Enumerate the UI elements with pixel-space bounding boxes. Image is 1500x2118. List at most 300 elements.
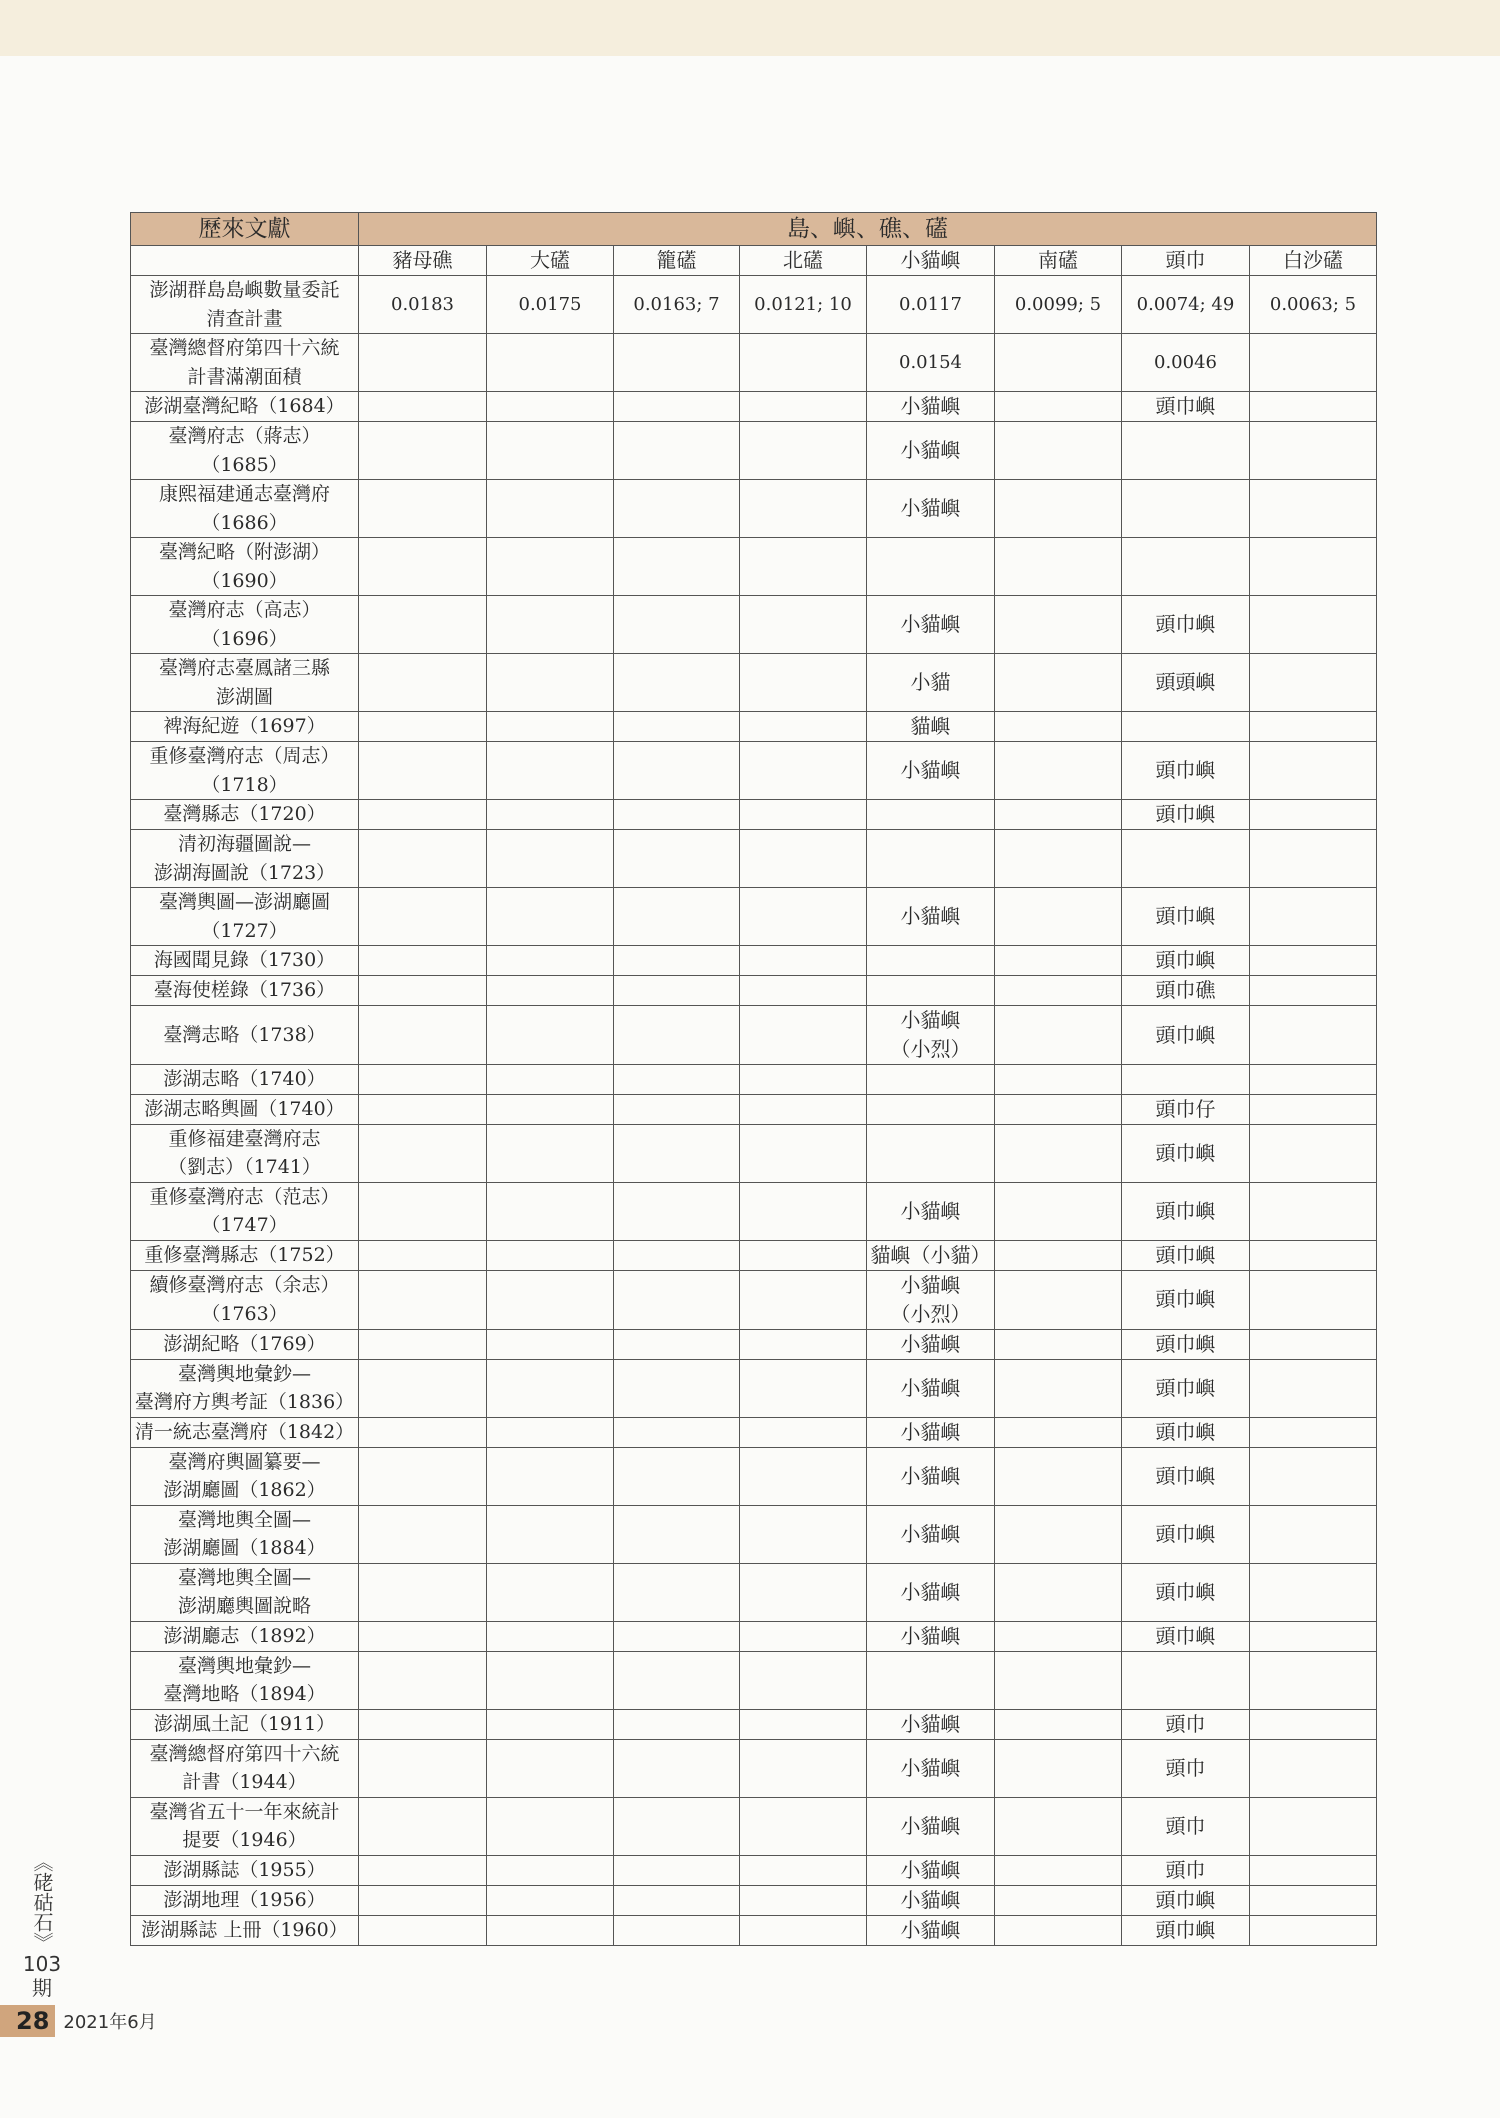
table-cell: 小貓嶼 (867, 1182, 995, 1240)
table-cell (614, 596, 740, 654)
table-cell: 頭巾嶼 (1122, 742, 1250, 800)
source-cell: 臺灣紀略（附澎湖） （1690） (131, 538, 359, 596)
table-cell (995, 538, 1122, 596)
table-row (131, 276, 1377, 334)
source-cell: 臺灣輿地彙鈔— 臺灣府方輿考証（1836） (131, 1359, 359, 1417)
table-row (131, 1065, 1377, 1095)
source-cell: 重修臺灣府志（范志） （1747） (131, 1182, 359, 1240)
table-cell: 小貓嶼 (867, 1505, 995, 1563)
table-cell (614, 1739, 740, 1797)
table-cell (995, 654, 1122, 712)
table-cell (995, 1006, 1122, 1065)
table-cell: 小貓嶼 (867, 888, 995, 946)
source-cell: 臺灣府志臺鳳諸三縣 澎湖圖 (131, 654, 359, 712)
table-cell (995, 1094, 1122, 1124)
source-cell: 澎湖廳志（1892） (131, 1621, 359, 1651)
table-cell (740, 946, 867, 976)
table-cell: 頭巾嶼 (1122, 1417, 1250, 1447)
table-cell (995, 1182, 1122, 1240)
table-cell (995, 1359, 1122, 1417)
table-cell: 小貓嶼 (867, 742, 995, 800)
table-cell (995, 422, 1122, 480)
table-cell: 0.0175 (487, 276, 614, 334)
table-cell (995, 830, 1122, 888)
table-cell (1122, 1065, 1250, 1095)
table-cell (1250, 742, 1377, 800)
table-cell: 頭巾嶼 (1122, 1270, 1250, 1329)
table-cell (1122, 422, 1250, 480)
source-cell: 臺灣地輿全圖— 澎湖廳圖（1884） (131, 1505, 359, 1563)
table-cell (614, 976, 740, 1006)
table-cell (359, 1621, 487, 1651)
table-cell (740, 1563, 867, 1621)
table-cell (359, 946, 487, 976)
table-cell (487, 1329, 614, 1359)
table-cell: 0.0117 (867, 276, 995, 334)
table-cell (740, 712, 867, 742)
table-cell (1250, 830, 1377, 888)
table-cell (995, 480, 1122, 538)
table-cell (1250, 1359, 1377, 1417)
table-cell (1250, 334, 1377, 392)
table-cell (995, 976, 1122, 1006)
table-cell (614, 1447, 740, 1505)
table-cell (487, 800, 614, 830)
table-cell (614, 800, 740, 830)
source-cell: 臺灣輿圖—澎湖廳圖 （1727） (131, 888, 359, 946)
table-cell (359, 422, 487, 480)
table-cell (487, 742, 614, 800)
table-cell (359, 712, 487, 742)
table-cell (867, 830, 995, 888)
table-cell (1250, 1885, 1377, 1915)
table-cell (740, 1621, 867, 1651)
table-cell: 小貓嶼 (867, 480, 995, 538)
table-cell (487, 946, 614, 976)
source-cell: 臺灣地輿全圖— 澎湖廳輿圖說略 (131, 1563, 359, 1621)
table-cell (1250, 1651, 1377, 1709)
table-row (131, 596, 1377, 654)
table-cell (359, 1124, 487, 1182)
publication-date: 2021年6月 (63, 2012, 157, 2033)
table-cell (995, 1505, 1122, 1563)
table-cell (359, 654, 487, 712)
source-cell: 清初海疆圖說— 澎湖海圖說（1723） (131, 830, 359, 888)
source-cell: 臺灣志略（1738） (131, 1006, 359, 1065)
table-cell (740, 1124, 867, 1182)
table-cell (1250, 800, 1377, 830)
source-cell: 臺灣府志（蔣志） （1685） (131, 422, 359, 480)
table-row (131, 334, 1377, 392)
table-cell (740, 1182, 867, 1240)
column-header: 豬母礁 (359, 246, 487, 276)
table-row (131, 1915, 1377, 1945)
table-cell (614, 1709, 740, 1739)
table-cell (614, 654, 740, 712)
table-cell (995, 1739, 1122, 1797)
table-cell (1250, 1709, 1377, 1739)
table-cell (740, 976, 867, 1006)
table-cell: 頭巾 (1122, 1709, 1250, 1739)
table-cell: 小貓嶼 (867, 1447, 995, 1505)
table-cell (614, 1065, 740, 1095)
header-row-group (131, 213, 1377, 246)
table-cell (487, 1417, 614, 1447)
table-cell: 小貓嶼 (867, 1797, 995, 1855)
table-row (131, 1417, 1377, 1447)
header-island-group: 島、嶼、礁、礚 (359, 213, 1377, 246)
table-cell: 頭巾嶼 (1122, 1885, 1250, 1915)
table-cell: 小貓嶼 (867, 1739, 995, 1797)
table-cell (995, 1270, 1122, 1329)
table-cell (487, 392, 614, 422)
table-cell (740, 1505, 867, 1563)
table-cell (1250, 1094, 1377, 1124)
column-header: 頭巾 (1122, 246, 1250, 276)
table-cell (487, 1855, 614, 1885)
column-header: 白沙礚 (1250, 246, 1377, 276)
table-row (131, 1621, 1377, 1651)
table-row (131, 1329, 1377, 1359)
table-cell: 小貓嶼 (867, 596, 995, 654)
table-cell (1250, 1563, 1377, 1621)
table-cell: 0.0063; 5 (1250, 276, 1377, 334)
table-cell (487, 1739, 614, 1797)
table-cell (359, 1709, 487, 1739)
table-cell (359, 742, 487, 800)
table-cell (740, 1006, 867, 1065)
table-cell (614, 422, 740, 480)
source-cell: 海國聞見錄（1730） (131, 946, 359, 976)
table-cell (487, 830, 614, 888)
table-cell: 頭巾嶼 (1122, 1621, 1250, 1651)
table-cell (487, 1885, 614, 1915)
table-cell (359, 1915, 487, 1945)
table-cell: 貓嶼 (867, 712, 995, 742)
table-cell: 頭巾嶼 (1122, 1006, 1250, 1065)
source-cell: 澎湖群島島嶼數量委託 清查計畫 (131, 276, 359, 334)
table-cell (614, 392, 740, 422)
table-cell (740, 538, 867, 596)
table-cell: 貓嶼（小貓） (867, 1240, 995, 1270)
table-row (131, 1359, 1377, 1417)
table-cell: 頭巾嶼 (1122, 1563, 1250, 1621)
table-row (131, 1006, 1377, 1065)
table-cell (1250, 1182, 1377, 1240)
source-cell: 澎湖縣誌 上冊（1960） (131, 1915, 359, 1945)
table-cell (1250, 596, 1377, 654)
table-cell (359, 1417, 487, 1447)
table-cell (614, 1915, 740, 1945)
table-cell (359, 538, 487, 596)
table-cell (1250, 946, 1377, 976)
table-cell (995, 712, 1122, 742)
table-cell (1122, 1651, 1250, 1709)
table-cell (359, 596, 487, 654)
table-cell (1250, 1621, 1377, 1651)
top-band (0, 0, 1500, 56)
table-cell (614, 1417, 740, 1447)
table-row (131, 538, 1377, 596)
table-cell (614, 334, 740, 392)
table-cell (1250, 1065, 1377, 1095)
table-cell (740, 1709, 867, 1739)
table-cell (359, 1270, 487, 1329)
source-cell: 臺海使槎錄（1736） (131, 976, 359, 1006)
table-cell (995, 888, 1122, 946)
table-cell (867, 1065, 995, 1095)
table-row (131, 422, 1377, 480)
table-cell: 頭巾嶼 (1122, 1329, 1250, 1359)
table-cell (359, 1094, 487, 1124)
table-cell (487, 888, 614, 946)
table-cell (867, 1094, 995, 1124)
table-cell (614, 712, 740, 742)
table-cell (487, 422, 614, 480)
table-cell (1250, 1505, 1377, 1563)
source-cell: 澎湖地理（1956） (131, 1885, 359, 1915)
table-row (131, 1651, 1377, 1709)
table-row (131, 976, 1377, 1006)
source-cell: 續修臺灣府志（余志） （1763） (131, 1270, 359, 1329)
table-cell (740, 654, 867, 712)
table-cell (614, 830, 740, 888)
table-row (131, 1885, 1377, 1915)
table-cell (1250, 1417, 1377, 1447)
table-cell (359, 1563, 487, 1621)
table-cell (740, 1447, 867, 1505)
table-cell: 0.0074; 49 (1122, 276, 1250, 334)
source-cell: 澎湖風土記（1911） (131, 1709, 359, 1739)
table-cell (740, 1651, 867, 1709)
table-cell (740, 1359, 867, 1417)
table-cell (487, 538, 614, 596)
page-footer (0, 2005, 157, 2037)
source-cell: 臺灣府輿圖纂要— 澎湖廳圖（1862） (131, 1447, 359, 1505)
table-cell: 0.0099; 5 (995, 276, 1122, 334)
table-cell (487, 976, 614, 1006)
table-cell (995, 334, 1122, 392)
table-cell (359, 334, 487, 392)
table-cell (995, 1417, 1122, 1447)
table-cell (740, 596, 867, 654)
table-cell (995, 1915, 1122, 1945)
table-row (131, 1182, 1377, 1240)
table-row (131, 392, 1377, 422)
table-row (131, 1563, 1377, 1621)
table-row (131, 480, 1377, 538)
table-cell: 頭巾嶼 (1122, 1915, 1250, 1945)
table-cell (995, 1709, 1122, 1739)
table-cell (614, 1240, 740, 1270)
table-cell (867, 538, 995, 596)
table-cell: 頭巾嶼 (1122, 1447, 1250, 1505)
table-cell (359, 830, 487, 888)
source-cell: 澎湖縣誌（1955） (131, 1855, 359, 1885)
header-source-blank (131, 246, 359, 276)
table-cell: 頭巾 (1122, 1855, 1250, 1885)
table-cell: 0.0163; 7 (614, 276, 740, 334)
source-cell: 澎湖志略輿圖（1740） (131, 1094, 359, 1124)
table-cell (614, 946, 740, 976)
table-row (131, 654, 1377, 712)
column-header: 大礚 (487, 246, 614, 276)
table-cell (487, 1359, 614, 1417)
table-cell: 小貓 (867, 654, 995, 712)
table-cell (359, 480, 487, 538)
source-cell: 臺灣總督府第四十六統 計書滿潮面積 (131, 334, 359, 392)
table-cell (614, 1270, 740, 1329)
table-cell (740, 1797, 867, 1855)
table-cell (1250, 1855, 1377, 1885)
page-number: 28 (0, 2005, 55, 2037)
table-cell (867, 1651, 995, 1709)
source-cell: 重修福建臺灣府志 （劉志）（1741） (131, 1124, 359, 1182)
table-row (131, 1709, 1377, 1739)
table-cell (740, 1329, 867, 1359)
table-cell (359, 800, 487, 830)
table-cell (487, 1563, 614, 1621)
table-cell (359, 1182, 487, 1240)
source-cell: 澎湖臺灣紀略（1684） (131, 392, 359, 422)
table-cell (614, 1329, 740, 1359)
table-cell: 小貓嶼 (867, 1621, 995, 1651)
table-cell: 頭巾嶼 (1122, 1124, 1250, 1182)
table-cell (487, 480, 614, 538)
table-cell (740, 1915, 867, 1945)
table-cell (867, 1124, 995, 1182)
table-cell (487, 1270, 614, 1329)
table-cell: 頭巾嶼 (1122, 888, 1250, 946)
issue-number: 103 (22, 1952, 62, 1976)
table-cell (487, 1797, 614, 1855)
table-cell (740, 1739, 867, 1797)
table-cell (614, 1563, 740, 1621)
table-cell (740, 1885, 867, 1915)
table-cell (614, 1855, 740, 1885)
table-cell: 頭巾嶼 (1122, 946, 1250, 976)
table-row (131, 830, 1377, 888)
table-cell: 頭巾嶼 (1122, 1505, 1250, 1563)
table-cell: 小貓嶼 （小烈） (867, 1006, 995, 1065)
table-cell (995, 946, 1122, 976)
table-cell (995, 742, 1122, 800)
table-cell (359, 888, 487, 946)
source-cell: 臺灣省五十一年來統計 提要（1946） (131, 1797, 359, 1855)
table-row (131, 742, 1377, 800)
table-cell: 小貓嶼 (867, 1709, 995, 1739)
table-cell (1250, 538, 1377, 596)
table-cell (1122, 538, 1250, 596)
source-cell: 康熙福建通志臺灣府 （1686） (131, 480, 359, 538)
table-cell (740, 742, 867, 800)
table-cell (359, 1739, 487, 1797)
table-cell (1250, 888, 1377, 946)
source-cell: 澎湖志略（1740） (131, 1065, 359, 1095)
source-cell: 臺灣府志（高志） （1696） (131, 596, 359, 654)
table-cell (614, 1621, 740, 1651)
table-cell (740, 392, 867, 422)
table-cell: 0.0121; 10 (740, 276, 867, 334)
table-cell (740, 1855, 867, 1885)
column-header: 北礚 (740, 246, 867, 276)
table-cell: 小貓嶼 (867, 1417, 995, 1447)
header-source: 歷來文獻 (131, 213, 359, 246)
table-cell (614, 480, 740, 538)
source-cell: 重修臺灣縣志（1752） (131, 1240, 359, 1270)
table-row (131, 1855, 1377, 1885)
source-cell: 臺灣總督府第四十六統 計書（1944） (131, 1739, 359, 1797)
table-cell (614, 1797, 740, 1855)
table-cell (359, 392, 487, 422)
table-cell: 小貓嶼 (867, 1359, 995, 1417)
table-row (131, 888, 1377, 946)
source-cell: 清一統志臺灣府（1842） (131, 1417, 359, 1447)
table-cell: 頭巾嶼 (1122, 1182, 1250, 1240)
table-cell (1250, 1124, 1377, 1182)
table-cell (487, 1182, 614, 1240)
table-cell (1250, 654, 1377, 712)
column-header: 南礚 (995, 246, 1122, 276)
table-cell: 頭巾嶼 (1122, 800, 1250, 830)
table-cell (487, 1124, 614, 1182)
table-cell (867, 976, 995, 1006)
table-cell (1250, 976, 1377, 1006)
table-cell: 小貓嶼 (867, 1915, 995, 1945)
table-cell (487, 334, 614, 392)
table-cell (487, 1065, 614, 1095)
table-cell: 小貓嶼 (867, 1855, 995, 1885)
table-cell: 頭巾仔 (1122, 1094, 1250, 1124)
table-cell (1250, 392, 1377, 422)
table-cell (359, 1329, 487, 1359)
table-cell (740, 888, 867, 946)
table-cell (487, 654, 614, 712)
table-cell (740, 334, 867, 392)
table-cell (995, 1329, 1122, 1359)
source-cell: 臺灣輿地彙鈔— 臺灣地略（1894） (131, 1651, 359, 1709)
journal-title: 《硓𥑮石》 (30, 1852, 54, 1952)
table-cell: 小貓嶼 (867, 392, 995, 422)
table-cell: 0.0183 (359, 276, 487, 334)
table-cell (487, 596, 614, 654)
source-cell: 重修臺灣府志（周志） （1718） (131, 742, 359, 800)
issue-unit: 期 (32, 1976, 52, 2000)
table-cell: 小貓嶼 (867, 1885, 995, 1915)
table-cell (487, 1915, 614, 1945)
table-cell: 0.0154 (867, 334, 995, 392)
table-row (131, 1797, 1377, 1855)
table-cell (614, 1182, 740, 1240)
table-cell (1250, 1240, 1377, 1270)
table-row (131, 1739, 1377, 1797)
table-cell: 頭巾嶼 (1122, 392, 1250, 422)
table-cell (1122, 830, 1250, 888)
table-cell (487, 1447, 614, 1505)
table-cell (359, 1885, 487, 1915)
table-cell (867, 946, 995, 976)
table-cell (995, 800, 1122, 830)
table-cell (1122, 712, 1250, 742)
table-cell (1122, 480, 1250, 538)
table-cell (995, 596, 1122, 654)
table-cell (359, 1505, 487, 1563)
table-cell (1250, 480, 1377, 538)
table-cell (1250, 422, 1377, 480)
table-cell (740, 1065, 867, 1095)
table-cell (740, 1094, 867, 1124)
table-row (131, 1447, 1377, 1505)
